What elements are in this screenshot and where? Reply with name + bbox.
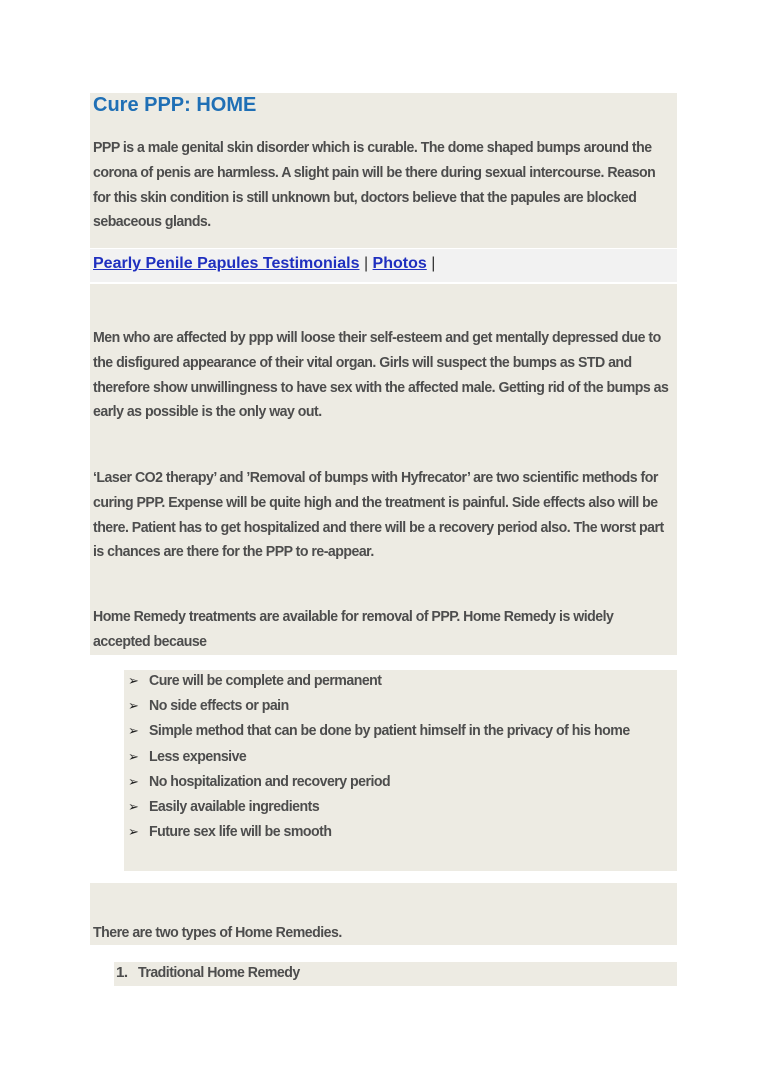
arrow-bullet-icon: ➢ <box>128 673 139 688</box>
numbered-item <box>116 961 312 985</box>
arrow-bullet-icon: ➢ <box>128 748 139 764</box>
links-bar <box>90 249 677 282</box>
link-separator-trailing: | <box>431 255 436 272</box>
item-number: 1. <box>116 964 128 981</box>
list-item: ➢ Easily available ingredients <box>124 794 704 819</box>
arrow-bullet-icon: ➢ <box>128 723 139 739</box>
link-separator: | <box>363 255 369 272</box>
benefits-list <box>124 668 704 844</box>
list-item: ➢ No hospitalization and recovery period <box>124 769 704 794</box>
list-item: ➢ Simple method that can be done by patient himself in the privacy of his home <box>124 718 704 743</box>
arrow-bullet-icon: ➢ <box>128 799 139 815</box>
paragraph-home-remedy: Home Remedy treatments are available for removal of PPP. Home Remedy is widely accepted because <box>93 608 614 650</box>
list-item: ➢ Cure will be complete and permanent <box>124 668 704 693</box>
paragraph-effects: Men who are affected by ppp will loose their self-esteem and get mentally depressed due to the disfigured appearance of their vital organ. Girls will suspect the bumps as STD and therefore show unwillingness to have sex with the affected male. Getting rid of the bumps as early as possible is the only way out. <box>93 329 669 421</box>
item-text: Traditional Home Remedy <box>138 964 300 981</box>
photos-link[interactable]: Photos <box>372 255 427 272</box>
arrow-bullet-icon: ➢ <box>128 824 139 840</box>
intro-paragraph: PPP is a male genital skin disorder which is curable. The dome shaped bumps around the corona of penis are harmless. A slight pain will be there during sexual intercourse. Reason for this skin condition is still unknown but, doctors believe that the papules are blocked sebaceous glands. <box>93 139 656 231</box>
page-title: Cure PPP: HOME <box>93 94 257 116</box>
list-item: ➢ Future sex life will be smooth <box>124 819 704 844</box>
list-item: ➢ Less expensive <box>124 744 704 769</box>
testimonials-link[interactable]: Pearly Penile Papules Testimonials <box>93 255 360 272</box>
arrow-bullet-icon: ➢ <box>128 698 139 714</box>
types-heading: There are two types of Home Remedies. <box>93 924 342 941</box>
spacer-band <box>90 883 677 919</box>
paragraph-methods: ‘Laser CO2 therapy’ and ’Removal of bumps with Hyfrecator’ are two scientific methods for curing PPP. Expense will be quite high and the treatment is painful. Side effects also will be there. Patient has to get hospitalized and there will be a recovery period also. The worst part is chances are there for the PPP to re-appear. <box>93 469 664 561</box>
list-item: ➢ No side effects or pain <box>124 693 704 718</box>
arrow-bullet-icon: ➢ <box>128 773 139 789</box>
